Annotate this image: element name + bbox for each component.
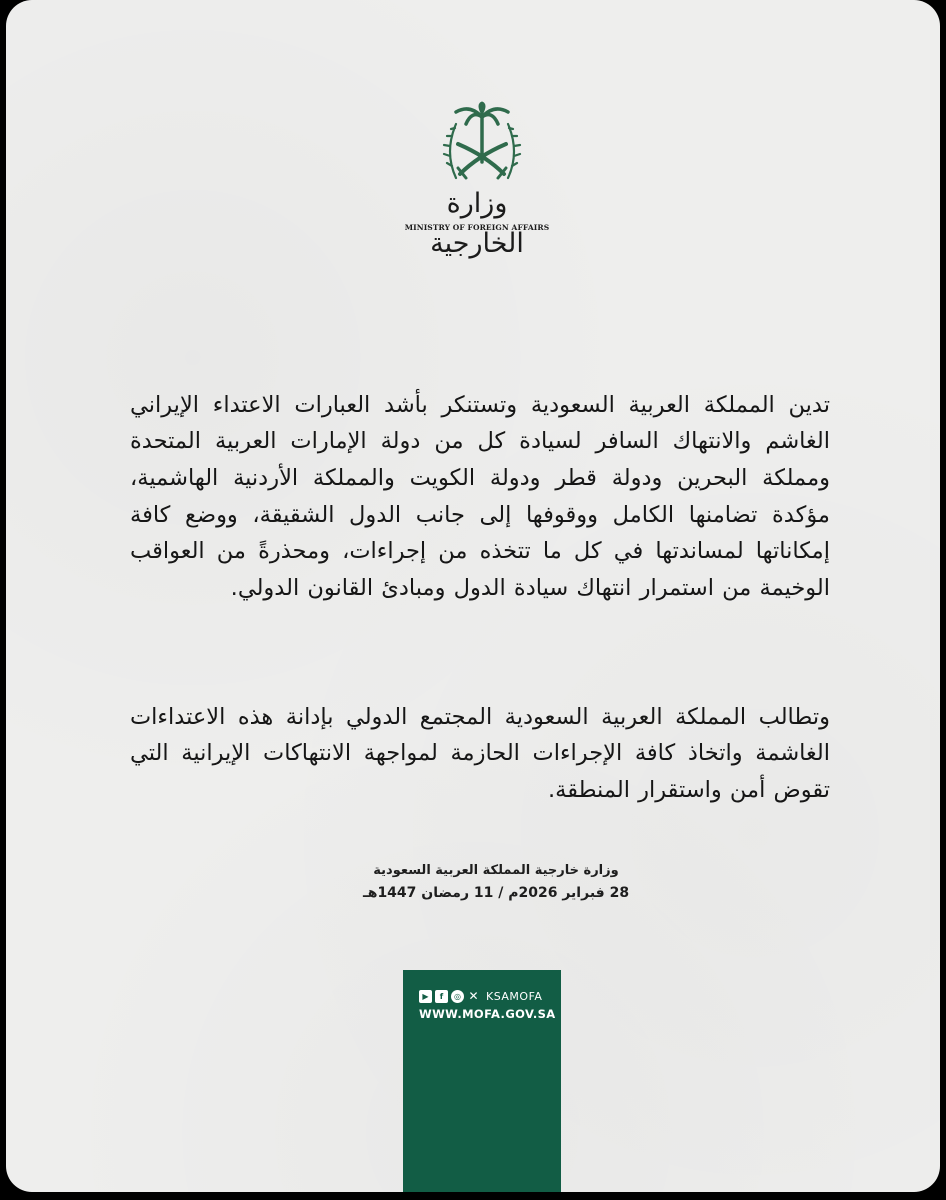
social-handle[interactable]: KSAMOFA <box>486 989 543 1003</box>
facebook-icon[interactable]: f <box>435 990 448 1003</box>
youtube-icon[interactable]: ▶ <box>419 990 432 1003</box>
instagram-icon[interactable]: ◎ <box>451 990 464 1003</box>
signature-block <box>306 860 686 904</box>
social-links-row <box>419 988 542 1004</box>
social-footer-box <box>403 970 561 1192</box>
statement-card <box>6 0 940 1192</box>
website-link[interactable]: WWW.MOFA.GOV.SA <box>419 1007 556 1021</box>
ministry-english-name: MINISTRY OF FOREIGN AFFAIRS <box>404 223 550 232</box>
saudi-emblem-icon <box>436 100 528 192</box>
statement-paragraph-1: تدين المملكة العربية السعودية وتستنكر بأشد العبارات الاعتداء الإيراني الغاشم والانتهاك السافر لسيادة كل من دولة الإمارات العربية المتحدة ومملكة البحرين ودولة قطر ودولة الكويت والمملكة الأردنية الهاشمية، مؤكدة تضامنها الكامل ووقوفها إلى جانب الدول الشقيقة، ووضع كافة إمكاناتها لمساندتها في كل ما تتخذه من إجراءات، ومحذرةً من العواقب الوخيمة من استمرار انتهاك سيادة الدول ومبادئ القانون الدولي. <box>130 391 830 602</box>
ministry-arabic-name: وزارة الخارجية <box>430 188 524 259</box>
statement-paragraph-2: وتطالب المملكة العربية السعودية المجتمع الدولي بإدانة هذه الاعتداءات الغاشمة واتخاذ كافة الإجراءات الحازمة لمواجهة الانتهاكات الإيرانية التي تقوض أمن واستقرار المنطقة. <box>130 703 830 803</box>
statement-date: 28 فبراير 2026م / 11 رمضان 1447هـ <box>362 885 630 901</box>
signature-ministry: وزارة خارجية المملكة العربية السعودية <box>373 863 619 878</box>
x-icon[interactable]: ✕ <box>468 988 479 1003</box>
